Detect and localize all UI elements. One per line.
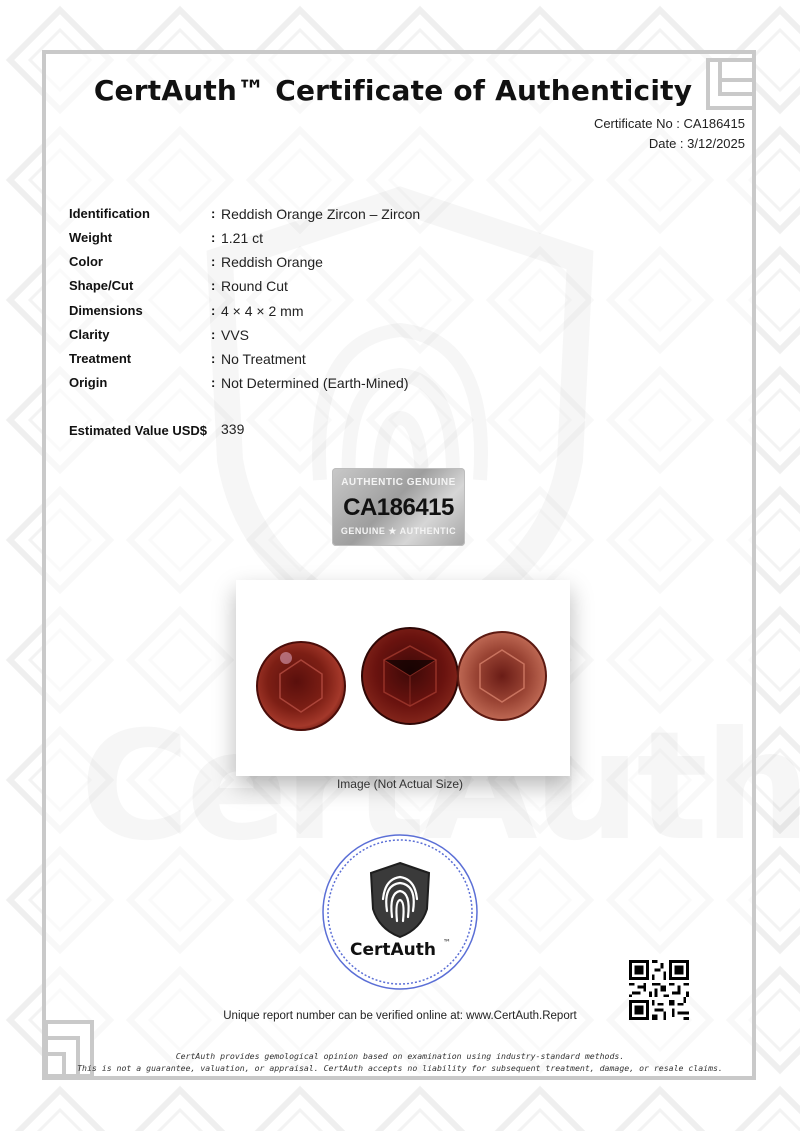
certificate-number-label: Certificate No :: [593, 116, 680, 131]
detail-label: Clarity: [69, 327, 110, 342]
badge-brand-text: CertAuth: [349, 940, 437, 960]
detail-value: 4 × 4 × 2 mm: [221, 303, 304, 319]
certificate-title: CertAuth™ Certificate of Authenticity: [93, 74, 693, 107]
date-value: 3/12/2025: [687, 136, 745, 151]
detail-value: Round Cut: [221, 278, 288, 294]
detail-value: Not Determined (Earth-Mined): [221, 375, 409, 391]
hologram-seal: [332, 468, 465, 546]
detail-label: Origin: [69, 375, 108, 390]
detail-row-color: Color : Reddish Orange: [69, 254, 323, 270]
detail-label: Shape/Cut: [69, 278, 134, 293]
disclaimer: [0, 1050, 800, 1074]
detail-label: Treatment: [69, 351, 132, 366]
detail-row-identification: Identification : Reddish Orange Zircon – Zircon: [69, 206, 421, 222]
photo-caption: Image (Not Actual Size): [336, 777, 464, 791]
certificate-number: [594, 116, 745, 131]
detail-label: Color: [69, 254, 103, 269]
detail-label: Identification: [69, 206, 150, 221]
badge-tm: ™: [443, 938, 451, 947]
gem-right: [458, 632, 546, 720]
gem-left: [257, 642, 345, 730]
detail-row-weight: Weight : 1.21 ct: [69, 230, 264, 246]
certificate-date: [649, 136, 745, 151]
verify-online-text: Unique report number can be verified online at: www.CertAuth.Report: [223, 1010, 577, 1022]
detail-row-origin: Origin : Not Determined (Earth-Mined): [69, 375, 409, 391]
detail-value: Reddish Orange Zircon – Zircon: [221, 206, 421, 222]
hologram-top-text: AUTHENTIC GENUINE: [341, 477, 456, 488]
hologram-number: CA186415: [343, 494, 454, 521]
certificate-number-value: CA186415: [683, 116, 745, 131]
date-label: Date :: [648, 136, 684, 151]
detail-value: VVS: [221, 327, 250, 343]
hologram-bottom-text: GENUINE ★ AUTHENTIC: [340, 526, 457, 536]
disclaimer-line-1: CertAuth provides gemological opinion based on examination using industry-standard methods.: [175, 1051, 625, 1061]
detail-label: Dimensions: [69, 303, 143, 318]
detail-row-dimensions: Dimensions : 4 × 4 × 2 mm: [69, 303, 304, 319]
estimated-value-label: Estimated Value USD$: [69, 423, 207, 438]
certauth-logo-badge: [321, 833, 479, 991]
detail-label: Weight: [69, 230, 113, 245]
gemstone-photo: [236, 580, 570, 776]
disclaimer-line-2: This is not a guarantee, valuation, or appraisal. CertAuth accepts no liability for subsequent treatment, damage, or resale claims.: [77, 1063, 723, 1073]
gemstones-image: [236, 580, 570, 776]
detail-value: No Treatment: [221, 351, 306, 367]
detail-row-shape-cut: Shape/Cut : Round Cut: [69, 278, 288, 294]
detail-row-clarity: Clarity : VVS: [69, 327, 250, 343]
detail-value: Reddish Orange: [221, 254, 323, 270]
gem-center: [362, 628, 458, 724]
estimated-value: 339: [221, 421, 245, 437]
detail-value: 1.21 ct: [221, 230, 264, 246]
detail-row-treatment: Treatment : No Treatment: [69, 351, 306, 367]
